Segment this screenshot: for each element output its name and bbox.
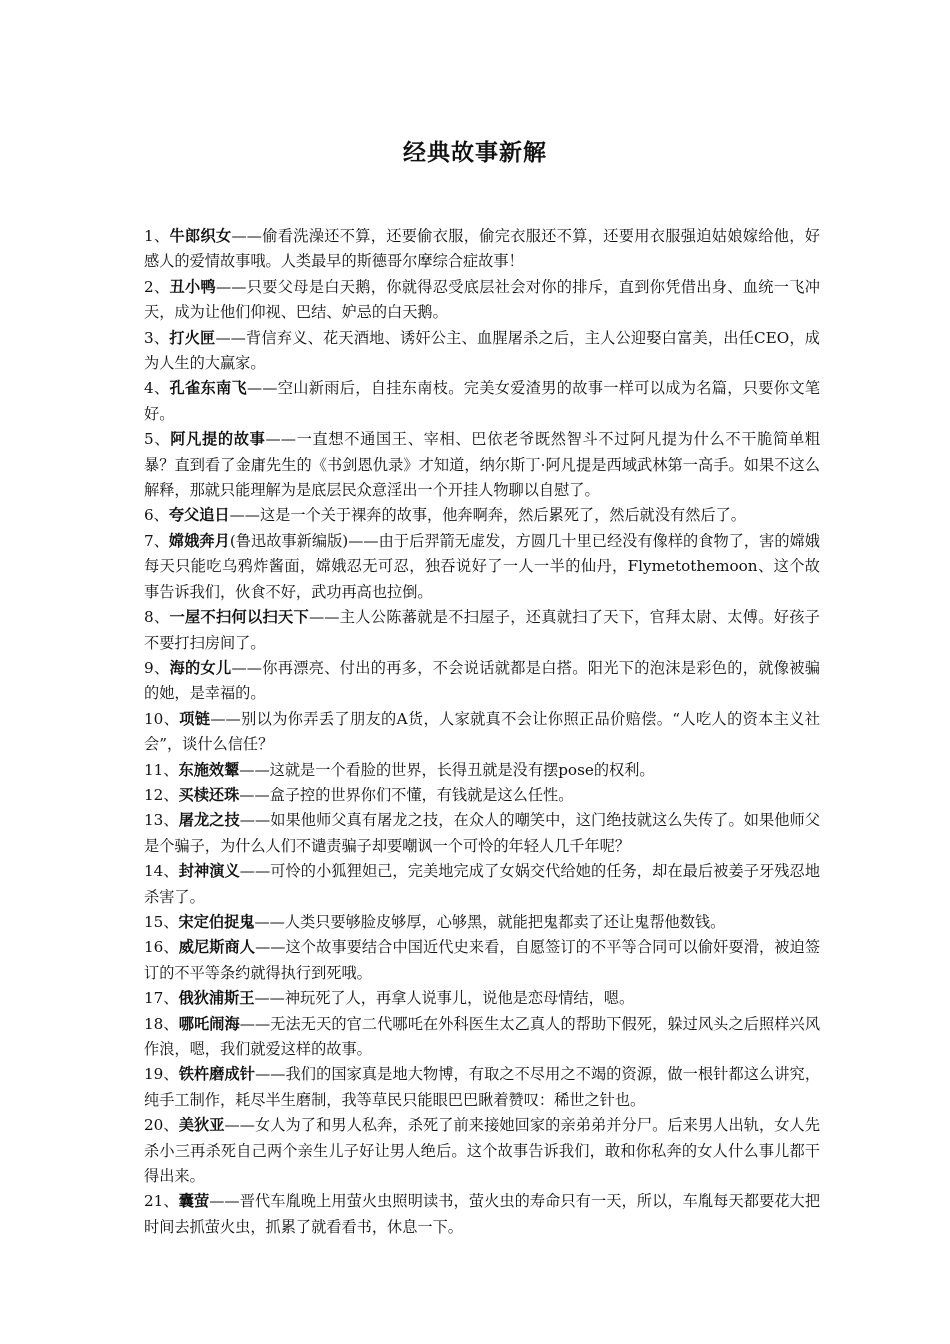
list-item — [144, 783, 820, 808]
story-text: ——可怜的小狐狸妲己，完美地完成了女娲交代给她的任务，却在最后被姜子牙残忍地杀害了。 — [144, 862, 820, 906]
story-number: 7、 — [144, 531, 169, 550]
story-name: 铁杵磨成针 — [178, 1065, 256, 1084]
story-name: 嫦娥奔月 — [168, 531, 230, 550]
story-number: 21、 — [144, 1192, 179, 1211]
story-name: 买椟还珠 — [178, 785, 240, 804]
story-number: 2、 — [144, 277, 170, 296]
story-text: ——主人公陈蕃就是不扫屋子，还真就扫了天下，官拜太尉、太傅。好孩子不要打扫房间了。 — [144, 608, 820, 652]
story-name: 囊萤 — [178, 1192, 210, 1211]
story-text: ——无法无天的官二代哪吒在外科医生太乙真人的帮助下假死，躲过风头之后照样兴风作浪，嗯，我们就爱这样的故事。 — [144, 1014, 820, 1058]
list-item — [144, 1113, 820, 1189]
list-item — [144, 707, 820, 758]
story-name: 项链 — [179, 709, 211, 728]
list-item — [144, 859, 820, 910]
story-text: ——背信弃义、花天酒地、诱奸公主、血腥屠杀之后，主人公迎娶白富美，出任CEO，成为人生的大赢家。 — [144, 328, 820, 373]
list-item — [144, 605, 820, 656]
list-item — [144, 326, 820, 377]
story-number: 15、 — [144, 912, 179, 931]
story-text: ——神玩死了人，再拿人说事儿，说他是恋母情结，嗯。 — [254, 989, 635, 1008]
story-number: 16、 — [144, 938, 179, 957]
story-text: ——这个故事要结合中国近代史来看，自愿签订的不平等合同可以偷奸耍滑，被迫签订的不平等条约就得执行到死哦。 — [144, 938, 821, 982]
story-list — [144, 224, 820, 1240]
story-text: ——盒子控的世界你们不懂，有钱就是这么任性。 — [239, 785, 574, 804]
story-text: ——如果他师父真有屠龙之技，在众人的嘲笑中，这门绝技就这么失传了。如果他师父是个骗子，为什么人们不谴责骗子却要嘲讽一个可怜的年轻人几千年呢？ — [144, 811, 820, 855]
story-name: 牛郎织女 — [169, 227, 232, 245]
list-item — [144, 1012, 820, 1063]
story-name: 一屋不扫何以扫天下 — [169, 608, 310, 627]
story-text: (鲁迅故事新编版)——由于后羿箭无虚发，方圆几十里已经没有像样的食物了，害的嫦娥每天只能吃乌鸦炸酱面，嫦娥忍无可忍，独吞说好了一人一半的仙丹，Flymetothemoon、这个故事告诉我们，伙食不好，武功再高也拉倒。 — [144, 531, 820, 601]
story-name: 海的女儿 — [169, 658, 232, 677]
story-number: 17、 — [144, 989, 179, 1008]
story-text: ——这是一个关于裸奔的故事，他奔啊奔，然后累死了，然后就没有然后了。 — [229, 506, 746, 525]
story-text: ——晋代车胤晚上用萤火虫照明读书，萤火虫的寿命只有一天，所以，车胤每天都要花大把时间去抓萤火虫，抓累了就看看书，休息一下。 — [144, 1192, 820, 1236]
story-number: 10、 — [144, 709, 180, 728]
list-item — [144, 758, 820, 783]
story-text: ——一直想不通国王、宰相、巴依老爷既然智斗不过阿凡提为什么不干脆简单粗暴？直到看了金庸先生的《书剑恩仇录》才知道，纳尔斯丁·阿凡提是西域武林第一高手。如果不这么解释，那就只能理解为是底层民众意淫出一个开挂人物聊以自慰了。 — [144, 430, 821, 500]
list-item — [144, 427, 820, 503]
story-name: 东施效颦 — [178, 760, 240, 779]
story-name: 宋定伯捉鬼 — [178, 912, 255, 931]
story-text: ——这就是一个看脸的世界，长得丑就是没有摆pose的权利。 — [239, 760, 655, 779]
list-item — [144, 910, 820, 935]
story-name: 孔雀东南飞 — [169, 379, 248, 398]
story-name: 俄狄浦斯王 — [178, 989, 255, 1008]
story-name: 夸父追日 — [168, 506, 230, 525]
story-name: 丑小鸭 — [169, 277, 216, 296]
story-text: ——偷看洗澡还不算，还要偷衣服，偷完衣服还不算，还要用衣服强迫姑娘嫁给他，好感人的爱情故事哦。人类最早的斯德哥尔摩综合症故事！ — [144, 227, 820, 271]
document-title: 经典故事新解 — [403, 139, 547, 166]
story-number: 12、 — [144, 785, 179, 804]
list-item — [144, 275, 820, 326]
list-item — [144, 224, 820, 275]
story-number: 18、 — [144, 1014, 179, 1033]
list-item — [144, 529, 820, 605]
story-name: 威尼斯商人 — [178, 938, 256, 957]
list-item — [144, 1062, 820, 1113]
story-number: 14、 — [144, 862, 179, 881]
story-number: 11、 — [144, 760, 179, 779]
story-number: 6、 — [144, 506, 169, 525]
story-text: ——只要父母是白天鹅，你就得忍受底层社会对你的排斥，直到你凭借出身、血统一飞冲天，成为让他们仰视、巴结、妒忌的白天鹅。 — [144, 277, 820, 322]
story-text: ——我们的国家真是地大物博，有取之不尽用之不竭的资源，做一根针都这么讲究，纯手工制作，耗尽半生磨制，我等草民只能眼巴巴瞅着赞叹：稀世之针也。 — [144, 1065, 821, 1109]
story-number: 3、 — [144, 328, 170, 347]
list-item — [144, 503, 820, 528]
story-number: 1、 — [144, 227, 170, 245]
story-number: 8、 — [144, 608, 170, 627]
list-item — [144, 935, 820, 986]
story-name: 美狄亚 — [178, 1116, 225, 1135]
story-number: 20、 — [144, 1116, 179, 1135]
story-number: 19、 — [144, 1065, 179, 1084]
list-item — [144, 376, 820, 427]
list-item — [144, 656, 820, 707]
story-text: ——你再漂亮、付出的再多，不会说话就都是白搭。阳光下的泡沫是彩色的，就像被骗的她，是幸福的。 — [144, 658, 820, 703]
story-text: ——人类只要够脸皮够厚，心够黑，就能把鬼都卖了还让鬼帮他数钱。 — [254, 912, 726, 931]
story-name: 屠龙之技 — [178, 811, 240, 830]
story-number: 13、 — [144, 811, 179, 830]
list-item — [144, 1189, 820, 1240]
story-name: 阿凡提的故事 — [170, 430, 266, 449]
story-name: 哪吒闹海 — [178, 1014, 240, 1033]
story-number: 4、 — [144, 379, 170, 398]
list-item — [144, 986, 820, 1011]
story-name: 封神演义 — [178, 862, 240, 881]
story-text: ——女人为了和男人私奔，杀死了前来接她回家的亲弟弟并分尸。后来男人出轨，女人先杀小三再杀死自己两个亲生儿子好让男人绝后。这个故事告诉我们，敢和你私奔的女人什么事儿都干得出来。 — [144, 1116, 821, 1186]
story-number: 5、 — [144, 430, 171, 449]
story-number: 9、 — [144, 658, 170, 677]
story-text: ——别以为你弄丢了朋友的A货，人家就真不会让你照正品价赔偿。“人吃人的资本主义社会”，谈什么信任？ — [144, 709, 821, 754]
list-item — [144, 808, 820, 859]
story-name: 打火匣 — [169, 328, 216, 347]
story-text: ——空山新雨后，自挂东南枝。完美女爱渣男的故事一样可以成为名篇，只要你文笔好。 — [144, 379, 821, 423]
